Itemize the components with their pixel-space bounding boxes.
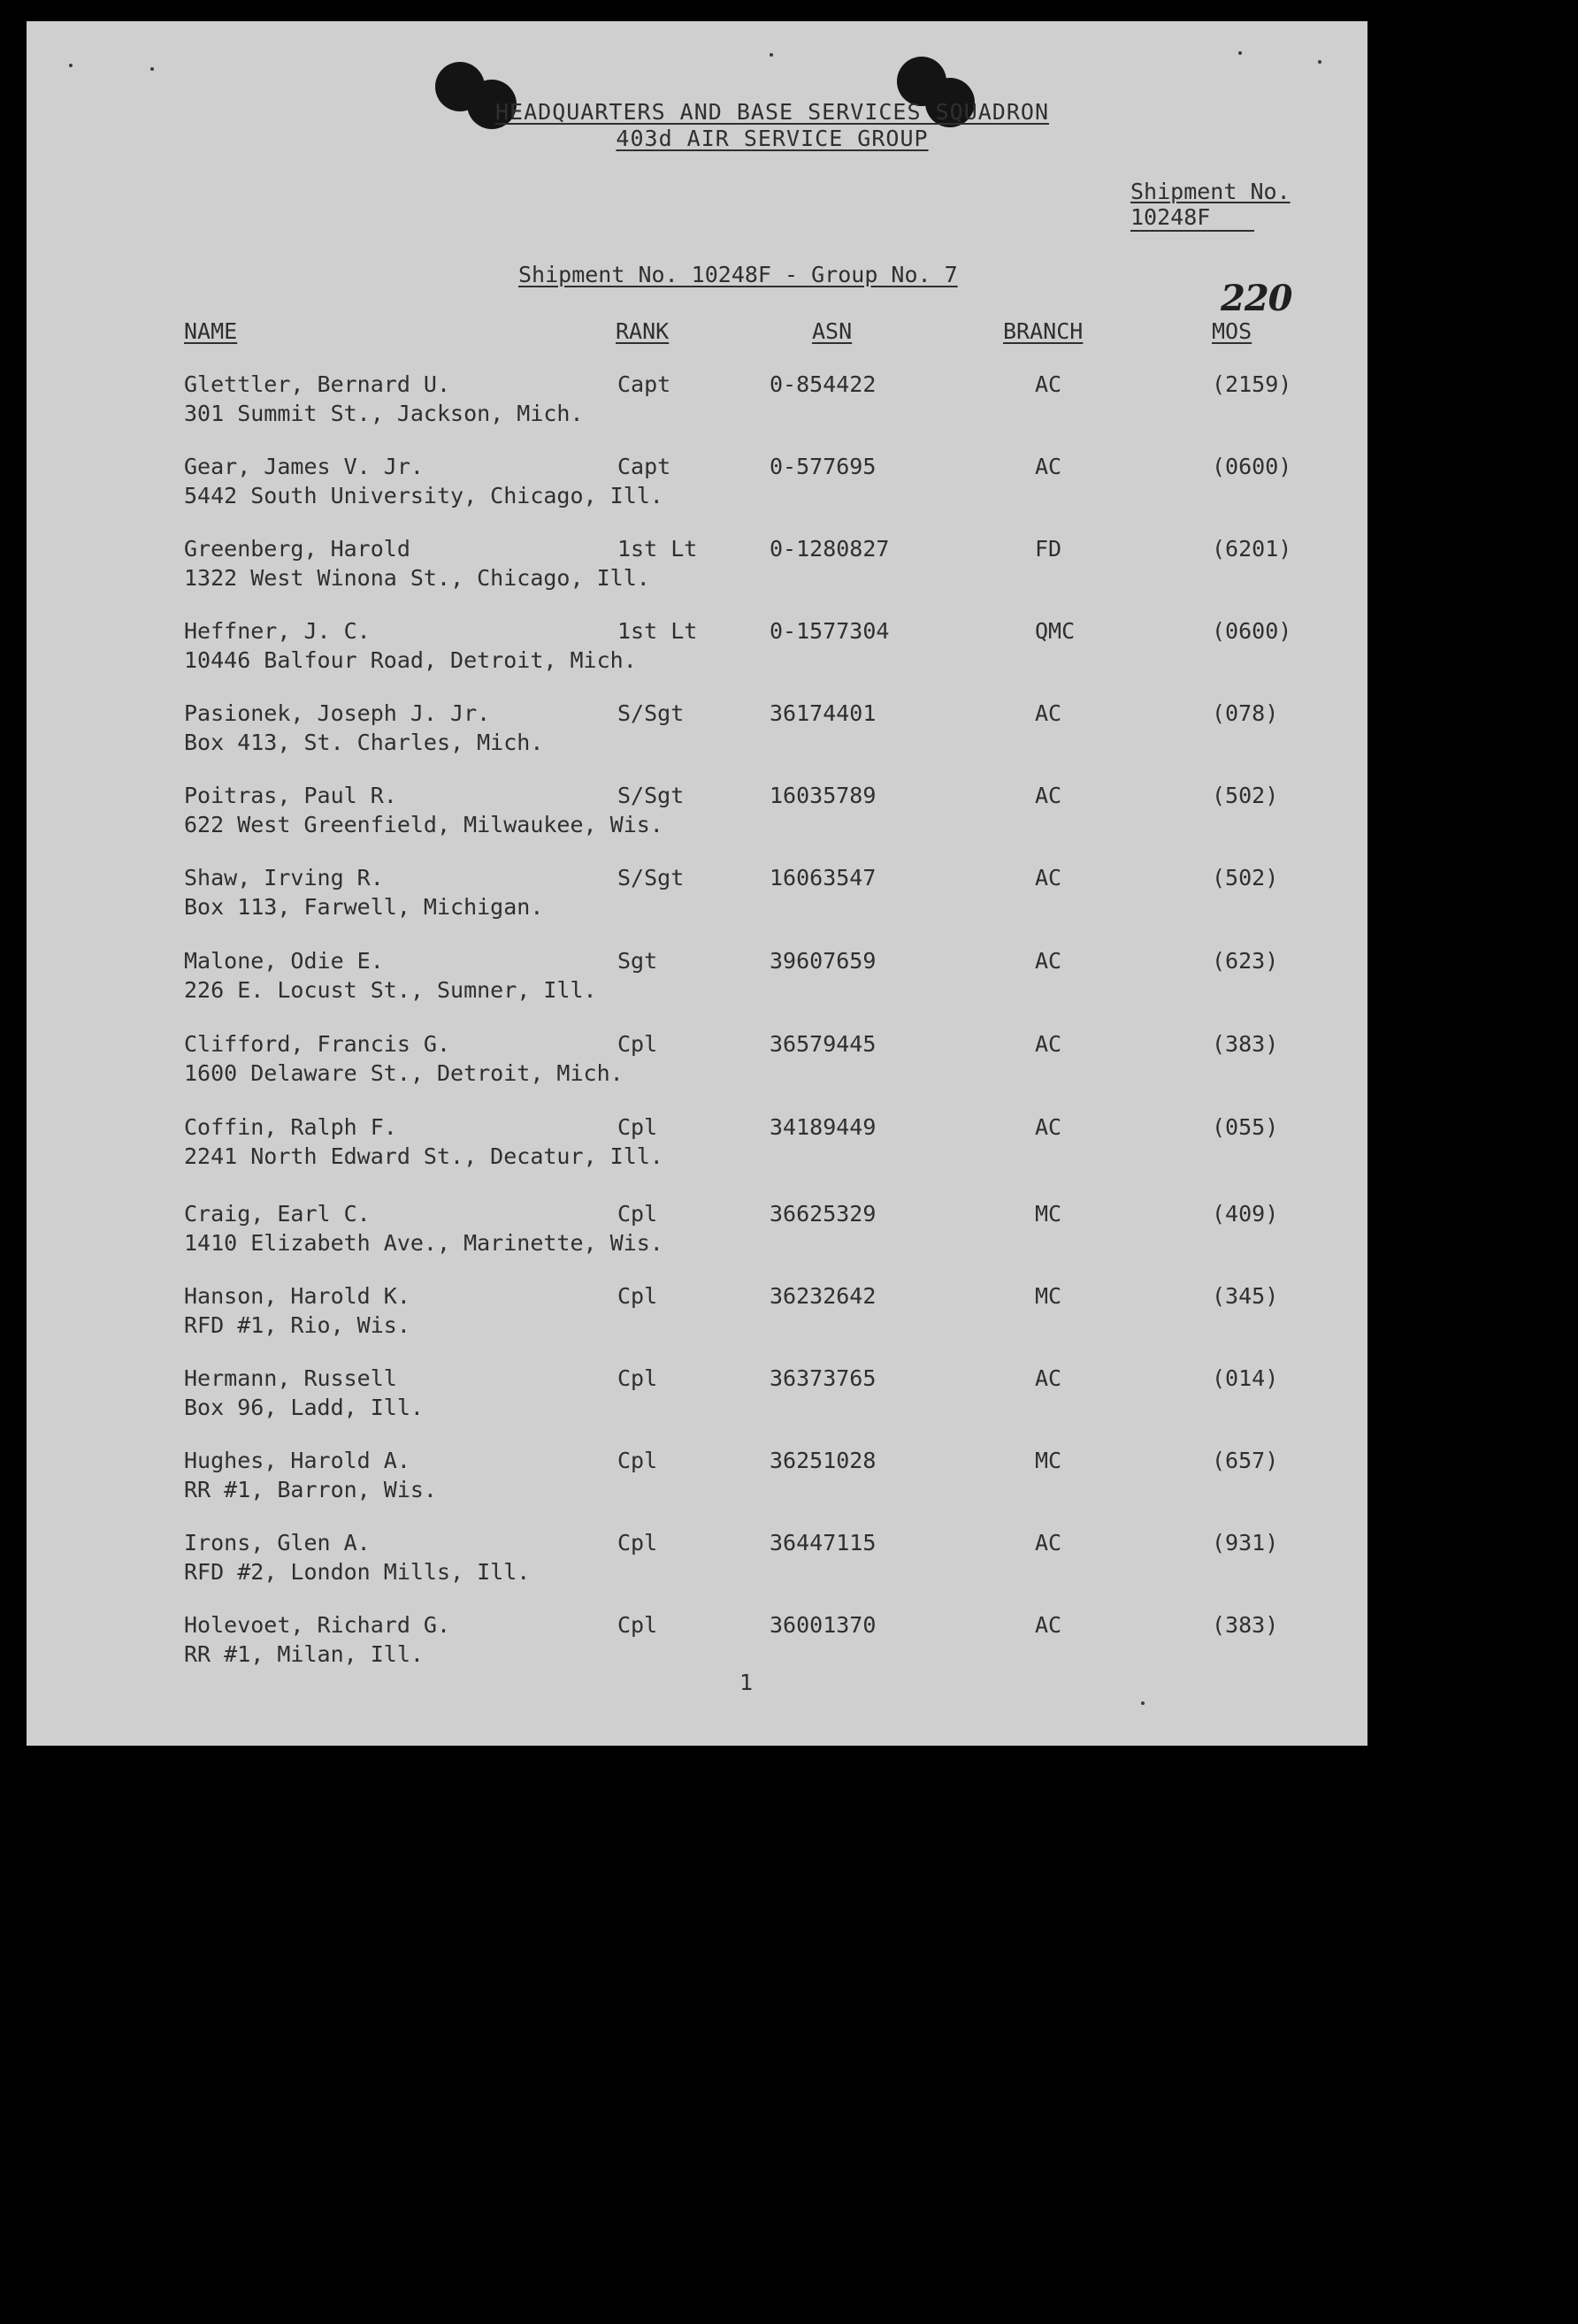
roster-entry [27, 1112, 1367, 1192]
entry-asn: 36625329 [770, 1201, 877, 1227]
entry-asn: 39607659 [770, 948, 877, 974]
roster-entry [27, 1364, 1367, 1443]
entry-mos: (502) [1212, 783, 1279, 808]
paper-speck [770, 53, 773, 57]
entry-name: Clifford, Francis G. [184, 1031, 451, 1057]
entry-rank: Cpl [617, 1612, 658, 1638]
column-header-name: NAME [184, 318, 238, 344]
entry-rank: Cpl [617, 1365, 658, 1391]
entry-rank: 1st Lt [617, 536, 698, 562]
entry-address: RR #1, Barron, Wis. [184, 1477, 437, 1502]
entry-mos: (383) [1212, 1031, 1279, 1057]
entry-rank: Cpl [617, 1201, 658, 1227]
entry-mos: (931) [1212, 1530, 1279, 1556]
entry-name: Shaw, Irving R. [184, 865, 384, 891]
entry-mos: (345) [1212, 1283, 1279, 1309]
entry-name: Poitras, Paul R. [184, 783, 397, 808]
entry-name: Pasionek, Joseph J. Jr. [184, 700, 491, 726]
entry-name: Greenberg, Harold [184, 536, 410, 562]
roster-entry [27, 946, 1367, 1026]
entry-rank: Capt [617, 454, 671, 479]
entry-rank: Cpl [617, 1448, 658, 1473]
entry-branch: AC [1035, 1612, 1062, 1638]
entry-branch: AC [1035, 1530, 1062, 1556]
entry-mos: (0600) [1212, 618, 1292, 644]
roster-entry [27, 534, 1367, 614]
entry-rank: S/Sgt [617, 865, 685, 891]
entry-asn: 0-854422 [770, 371, 877, 397]
paper-speck [69, 64, 73, 67]
entry-address: 5442 South University, Chicago, Ill. [184, 483, 663, 508]
entry-mos: (502) [1212, 865, 1279, 891]
roster-entry [27, 1281, 1367, 1361]
entry-asn: 36174401 [770, 700, 877, 726]
entry-mos: (409) [1212, 1201, 1279, 1227]
group-heading: 403d AIR SERVICE GROUP [616, 126, 929, 151]
entry-name: Holevoet, Richard G. [184, 1612, 451, 1638]
entry-address: RFD #1, Rio, Wis. [184, 1312, 410, 1338]
entry-branch: AC [1035, 371, 1062, 397]
entry-rank: Cpl [617, 1530, 658, 1556]
personnel-roster [27, 21, 1367, 1746]
entry-branch: MC [1035, 1201, 1062, 1227]
entry-branch: AC [1035, 1365, 1062, 1391]
entry-name: Coffin, Ralph F. [184, 1114, 397, 1140]
roster-entry [27, 1610, 1367, 1690]
entry-name: Hughes, Harold A. [184, 1448, 410, 1473]
paper-speck [1141, 1701, 1145, 1705]
entry-mos: (2159) [1212, 371, 1292, 397]
entry-address: RR #1, Milan, Ill. [184, 1641, 424, 1667]
entry-branch: AC [1035, 454, 1062, 479]
entry-mos: (383) [1212, 1612, 1279, 1638]
roster-entry [27, 781, 1367, 860]
entry-address: 1600 Delaware St., Detroit, Mich. [184, 1060, 624, 1086]
entry-asn: 36001370 [770, 1612, 877, 1638]
entry-asn: 36579445 [770, 1031, 877, 1057]
entry-asn: 36251028 [770, 1448, 877, 1473]
entry-asn: 0-1280827 [770, 536, 890, 562]
entry-name: Malone, Odie E. [184, 948, 384, 974]
entry-rank: 1st Lt [617, 618, 698, 644]
entry-address: 2241 North Edward St., Decatur, Ill. [184, 1143, 663, 1169]
entry-mos: (014) [1212, 1365, 1279, 1391]
entry-branch: MC [1035, 1448, 1062, 1473]
roster-entry [27, 616, 1367, 696]
paper-speck [1238, 51, 1242, 55]
entry-asn: 36373765 [770, 1365, 877, 1391]
shipment-number-value: 10248F [1130, 204, 1254, 232]
roster-entry [27, 1199, 1367, 1279]
entry-address: 10446 Balfour Road, Detroit, Mich. [184, 647, 637, 673]
entry-address: 301 Summit St., Jackson, Mich. [184, 401, 584, 426]
entry-asn: 36232642 [770, 1283, 877, 1309]
entry-asn: 16035789 [770, 783, 877, 808]
entry-mos: (6201) [1212, 536, 1292, 562]
entry-branch: MC [1035, 1283, 1062, 1309]
entry-branch: AC [1035, 1031, 1062, 1057]
entry-address: Box 113, Farwell, Michigan. [184, 894, 544, 920]
roster-entry [27, 1446, 1367, 1525]
entry-rank: S/Sgt [617, 783, 685, 808]
roster-entry [27, 863, 1367, 943]
entry-asn: 0-1577304 [770, 618, 890, 644]
entry-mos: (055) [1212, 1114, 1279, 1140]
entry-name: Heffner, J. C. [184, 618, 371, 644]
entry-branch: AC [1035, 1114, 1062, 1140]
entry-address: 622 West Greenfield, Milwaukee, Wis. [184, 812, 663, 837]
column-header-rank: RANK [616, 318, 670, 344]
entry-asn: 36447115 [770, 1530, 877, 1556]
entry-branch: FD [1035, 536, 1062, 562]
shipment-number-label: Shipment No. [1130, 179, 1291, 204]
entry-name: Gear, James V. Jr. [184, 454, 424, 479]
entry-rank: Capt [617, 371, 671, 397]
entry-mos: (623) [1212, 948, 1279, 974]
entry-mos: (657) [1212, 1448, 1279, 1473]
roster-entry [27, 1029, 1367, 1109]
entry-rank: Cpl [617, 1283, 658, 1309]
page-number: 1 [739, 1670, 754, 1695]
entry-asn: 0-577695 [770, 454, 877, 479]
document-page [27, 21, 1367, 1746]
unit-heading: HEADQUARTERS AND BASE SERVICES SQUADRON [495, 99, 1049, 125]
entry-address: RFD #2, London Mills, Ill. [184, 1559, 531, 1585]
entry-branch: AC [1035, 865, 1062, 891]
stamped-page-number: 220 [1221, 278, 1292, 319]
entry-mos: (078) [1212, 700, 1279, 726]
entry-rank: Cpl [617, 1031, 658, 1057]
roster-entry [27, 370, 1367, 449]
entry-asn: 16063547 [770, 865, 877, 891]
roster-entry [27, 699, 1367, 778]
entry-name: Hermann, Russell [184, 1365, 397, 1391]
entry-branch: AC [1035, 783, 1062, 808]
entry-name: Craig, Earl C. [184, 1201, 371, 1227]
entry-address: 1322 West Winona St., Chicago, Ill. [184, 565, 650, 591]
entry-mos: (0600) [1212, 454, 1292, 479]
entry-asn: 34189449 [770, 1114, 877, 1140]
entry-name: Glettler, Bernard U. [184, 371, 451, 397]
column-header-mos: MOS [1212, 318, 1252, 344]
paper-speck [1318, 60, 1321, 64]
shipment-group-title: Shipment No. 10248F - Group No. 7 [518, 262, 958, 287]
entry-branch: QMC [1035, 618, 1076, 644]
entry-branch: AC [1035, 948, 1062, 974]
entry-name: Hanson, Harold K. [184, 1283, 410, 1309]
entry-name: Irons, Glen A. [184, 1530, 371, 1556]
column-header-branch: BRANCH [1003, 318, 1084, 344]
entry-address: Box 96, Ladd, Ill. [184, 1395, 424, 1420]
entry-rank: S/Sgt [617, 700, 685, 726]
entry-rank: Sgt [617, 948, 658, 974]
entry-branch: AC [1035, 700, 1062, 726]
paper-speck [150, 67, 154, 71]
column-header-asn: ASN [812, 318, 853, 344]
roster-entry [27, 1528, 1367, 1608]
entry-address: Box 413, St. Charles, Mich. [184, 730, 544, 755]
entry-address: 226 E. Locust St., Sumner, Ill. [184, 977, 597, 1003]
entry-rank: Cpl [617, 1114, 658, 1140]
entry-address: 1410 Elizabeth Ave., Marinette, Wis. [184, 1230, 663, 1256]
roster-entry [27, 452, 1367, 531]
